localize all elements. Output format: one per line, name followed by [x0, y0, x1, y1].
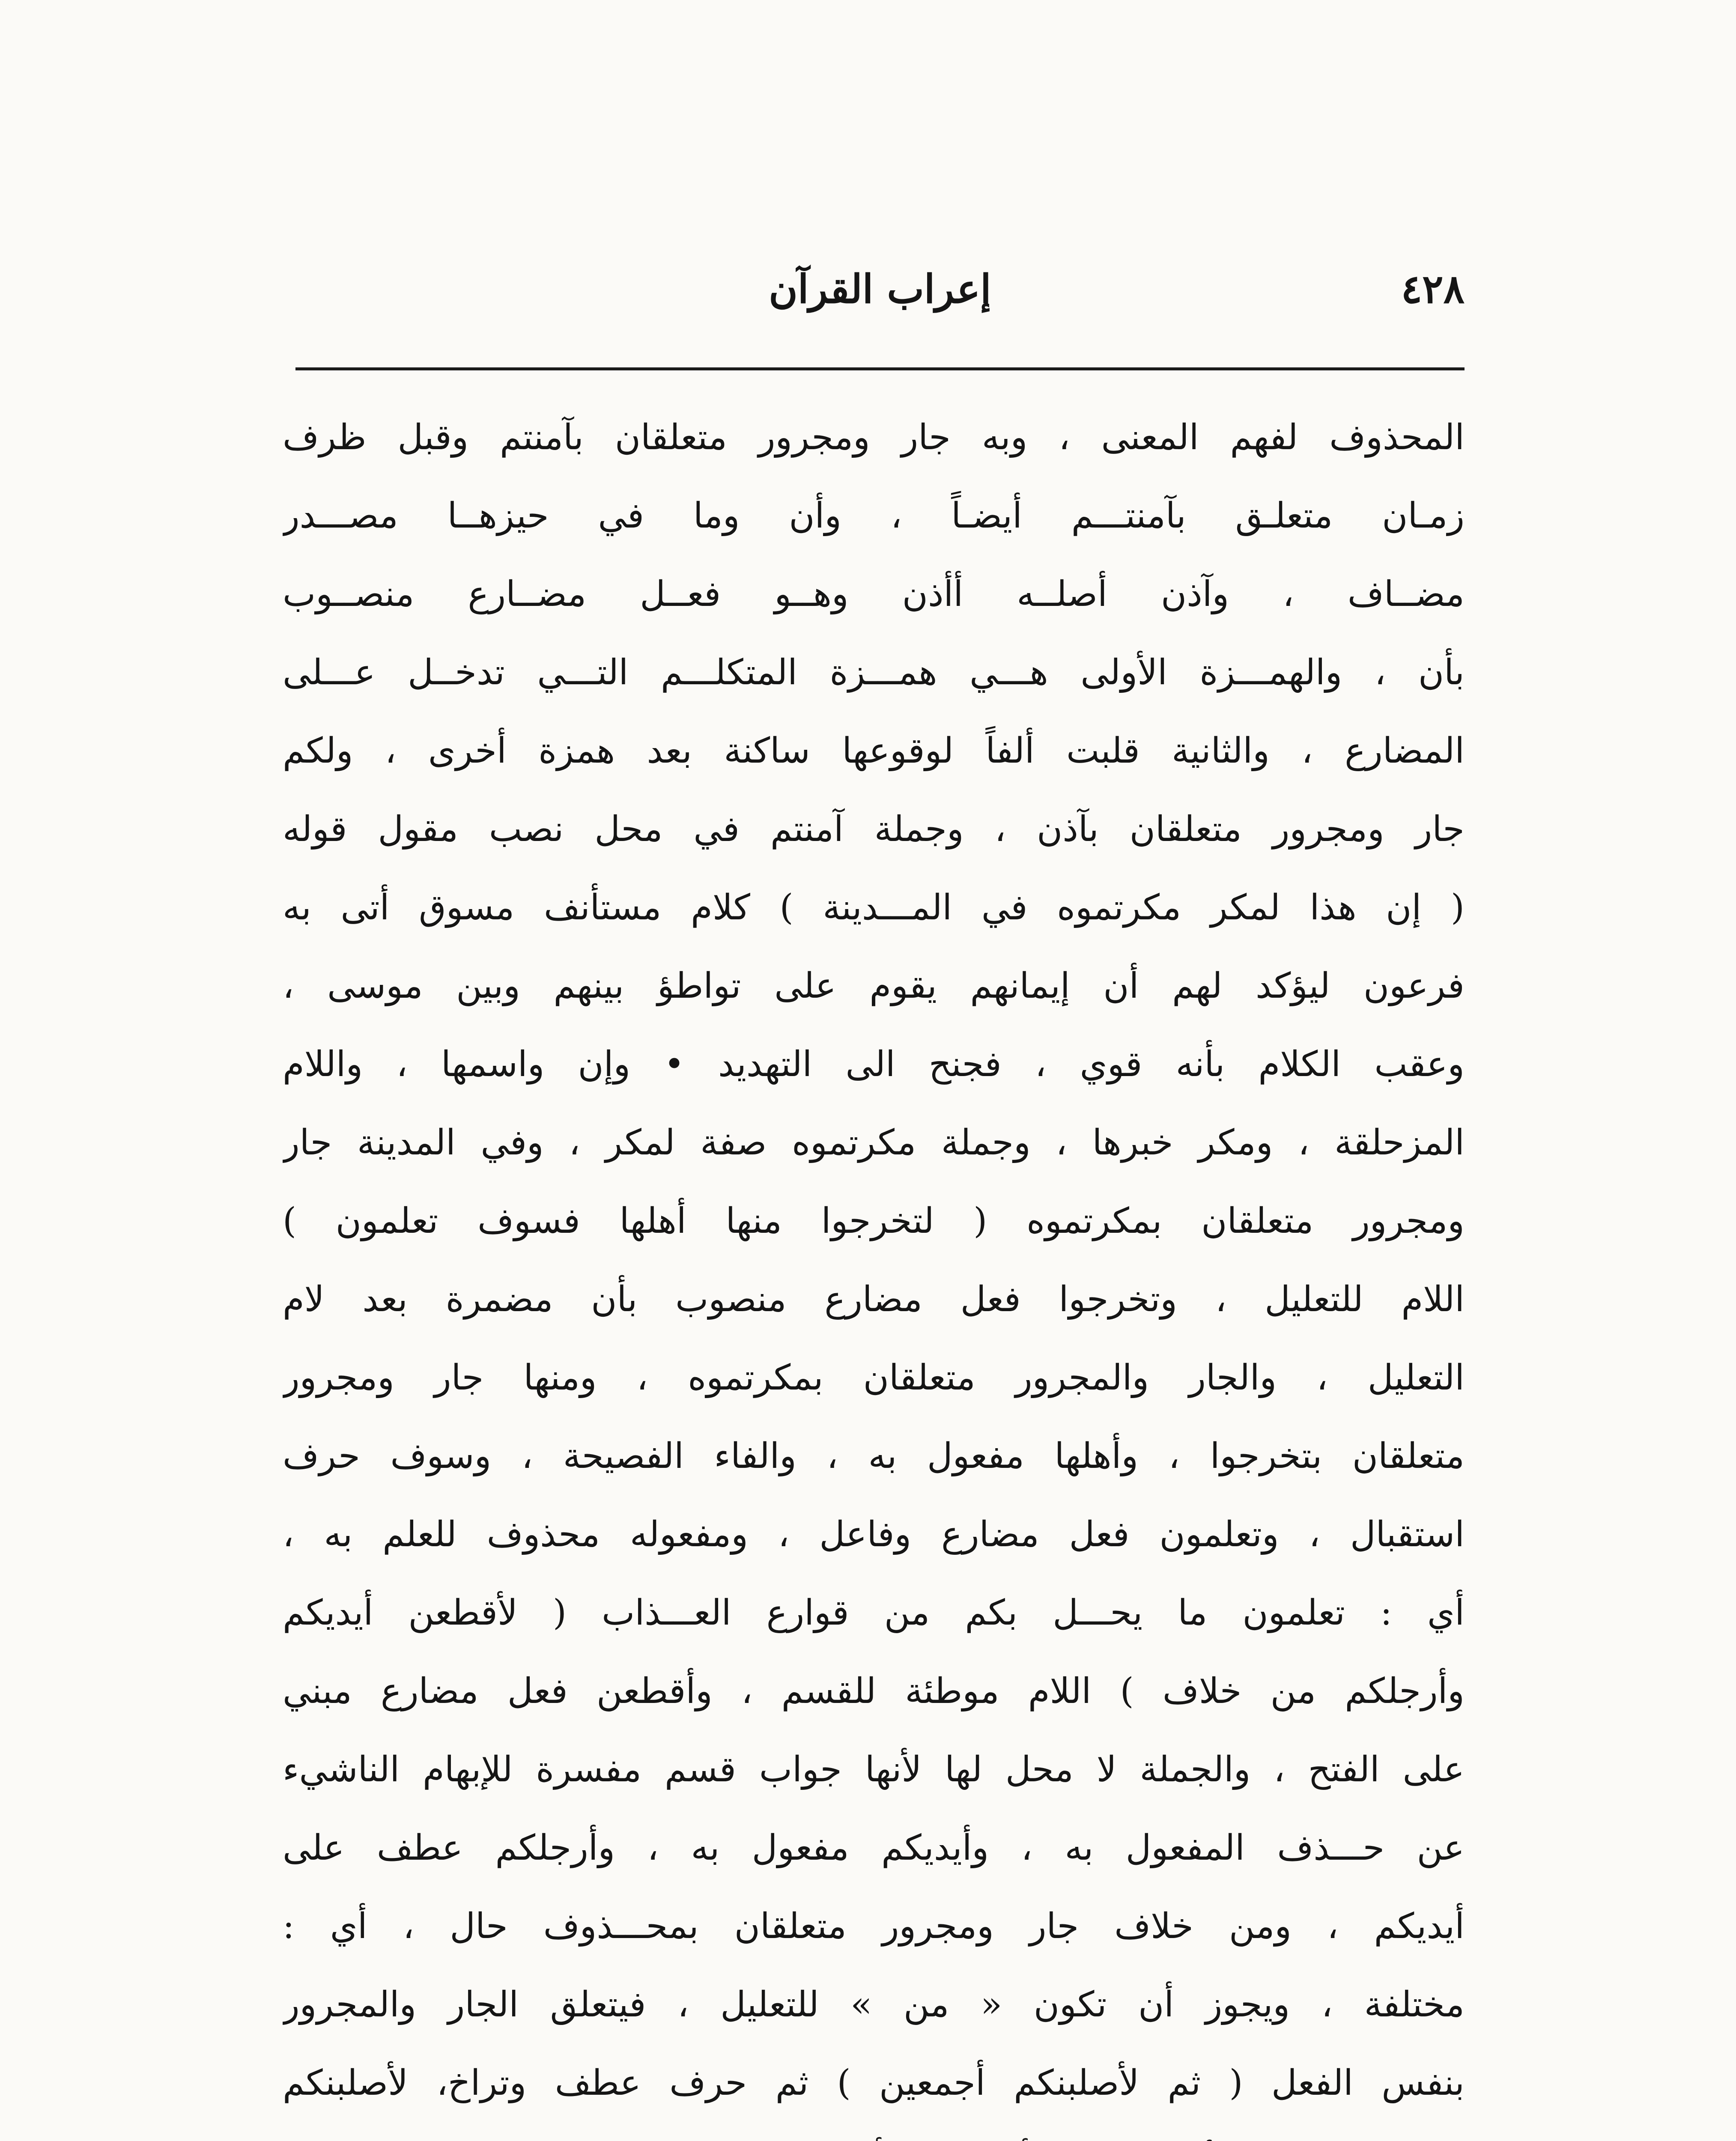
text-line: عن حـــذف المفعول به ، وأيديكم مفعول به ، وأرجلكم عطف على: [283, 1828, 1465, 1868]
text-line: ( إن هذا لمكر مكرتموه في المـــدينة ) كلام مستأنف مسوق أتى به: [283, 887, 1465, 928]
page-header: [295, 257, 1465, 334]
text-line: بنفس الفعل ( ثم لأصلبنكم أجمعين ) ثم حرف عطف وتراخ، لأصلبنكم: [283, 2063, 1465, 2103]
text-line: مضــاف ، وآذن أصلــه أأذن وهــو فعــل مضــارع منصــوب: [283, 574, 1465, 614]
text-line: أيديكم ، ومن خلاف جار ومجرور متعلقان بمحـــذوف حال ، أي :: [283, 1906, 1465, 1947]
text-line: اللام للتعليل ، وتخرجوا فعل مضارع منصوب بأن مضمرة بعد لام: [283, 1279, 1465, 1320]
text-line: المضارع ، والثانية قلبت ألفاً لوقوعها ساكنة بعد همزة أخرى ، ولكم: [283, 731, 1465, 771]
text-line: التعليل ، والجار والمجرور متعلقان بمكرتموه ، ومنها جار ومجرور: [283, 1357, 1465, 1398]
text-line: متعلقان بتخرجوا ، وأهلها مفعول به ، والفاء الفصيحة ، وسوف حرف: [283, 1436, 1465, 1476]
running-title: إعراب القرآن: [769, 266, 991, 312]
page-number: ٤٢٨: [1401, 266, 1465, 312]
text-line: [283, 2122, 1465, 2141]
body-text: [283, 398, 1465, 2141]
text-line: على الفتح ، والجملة لا محل لها لأنها جواب قسم مفسرة للإبهام الناشيء: [283, 1749, 1465, 1790]
text-line: استقبال ، وتعلمون فعل مضارع وفاعل ، ومفعوله محذوف للعلم به ،: [283, 1514, 1465, 1555]
text-line: المحذوف لفهم المعنى ، وبه جار ومجرور متعلقان بآمنتم وقبل ظرف: [283, 417, 1465, 458]
text-line: جار ومجرور متعلقان بآذن ، وجملة آمنتم في محل نصب مقول قوله: [283, 809, 1465, 850]
text-line: زمـان متعلـق بآمنتـــم أيضـاً ، وأن وما في حيزهــا مصـــدر: [283, 495, 1465, 536]
text-line: وأرجلكم من خلاف ) اللام موطئة للقسم ، وأقطعن فعل مضارع مبني: [283, 1671, 1465, 1712]
text-line: فرعون ليؤكد لهم أن إيمانهم يقوم على تواطؤ بينهم وبين موسى ،: [283, 966, 1465, 1006]
text-line: مختلفة ، ويجوز أن تكون « من » للتعليل ، فيتعلق الجار والمجرور: [283, 1984, 1465, 2025]
text-line: أي : تعلمون ما يحـــل بكم من قوارع العـــذاب ( لأقطعن أيديكم: [283, 1592, 1465, 1633]
text-line: وعقب الكلام بأنه قوي ، فجنح الى التهديد • وإن واسمها ، واللام: [283, 1044, 1465, 1085]
text-line: بأن ، والهمـــزة الأولى هـــي همـــزة المتكلـــم التـــي تدخــل عـــلى: [283, 652, 1465, 693]
header-rule: [295, 367, 1465, 370]
text-line: ومجرور متعلقان بمكرتموه ( لتخرجوا منها أهلها فسوف تعلمون ): [283, 1201, 1465, 1241]
text-line: المزحلقة ، ومكر خبرها ، وجملة مكرتموه صفة لمكر ، وفي المدينة جار: [283, 1122, 1465, 1163]
